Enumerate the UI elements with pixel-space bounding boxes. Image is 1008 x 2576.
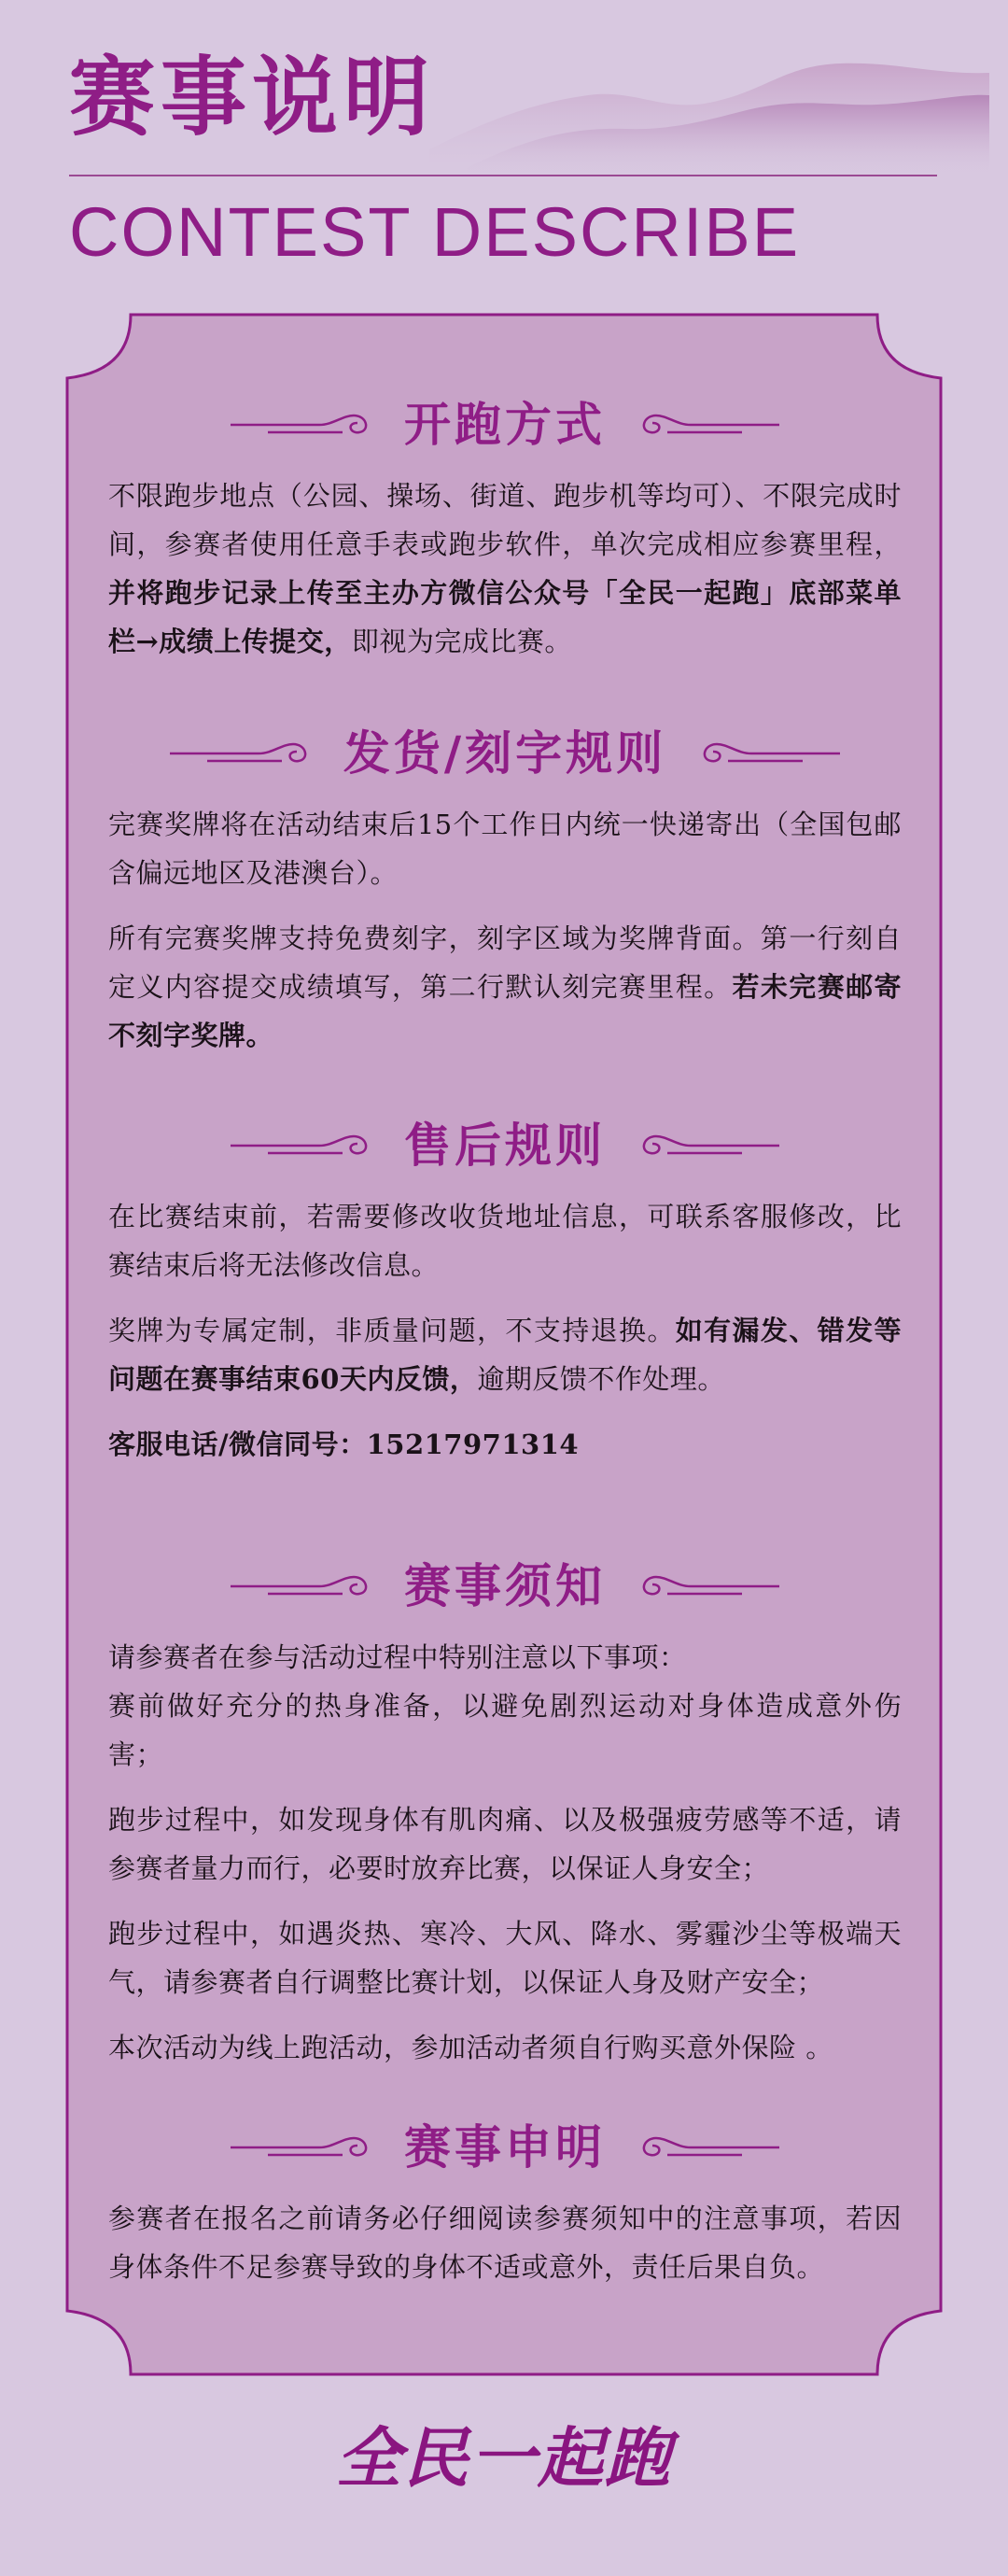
page-subtitle: CONTEST DESCRIBE	[69, 193, 801, 271]
body-text: 即视为完成比赛。	[351, 626, 572, 657]
section-paragraph	[108, 2023, 902, 2072]
ornament-right-icon	[630, 1127, 779, 1164]
brand-logo: 全民一起跑	[336, 2420, 672, 2497]
body-text: 在比赛结束前，若需要修改收货地址信息，可联系客服修改，比赛结束后将无法修改信息。	[108, 1201, 902, 1281]
section	[108, 716, 902, 1077]
body-text: 奖牌为专属定制，非质量问题，不支持退换。	[108, 1315, 676, 1346]
section	[108, 1108, 902, 1485]
body-text: 不限跑步地点（公园、操场、街道、跑步机等均可）、不限完成时间，参赛者使用任意手表或跑步软件，单次完成相应参赛里程，	[108, 480, 902, 560]
emphasis-text: 若未完赛邮寄不刻字奖牌。	[108, 971, 902, 1051]
section-title: 赛事申明	[404, 2119, 606, 2175]
section	[108, 1549, 902, 2089]
section-paragraph	[108, 1420, 902, 1469]
section-header	[108, 1549, 902, 1624]
body-text: 跑步过程中，如遇炎热、寒冷、大风、降水、雾霾沙尘等极端天气，请参赛者自行调整比赛计划，以保证人身及财产安全；	[108, 1918, 902, 1998]
section-title: 售后规则	[404, 1118, 606, 1173]
section-title: 发货/刻字规则	[343, 725, 667, 781]
body-text: 请参赛者在参与活动过程中特别注意以下事项：	[108, 1641, 687, 1673]
section-paragraph	[108, 472, 902, 666]
ornament-left-icon	[231, 1127, 380, 1164]
section-header	[108, 1108, 902, 1183]
body-text: 完赛奖牌将在活动结束后15个工作日内统一快递寄出（全国包邮含偏远地区及港澳台）。	[108, 809, 902, 889]
section-paragraph	[108, 914, 902, 1060]
section-paragraph	[108, 1795, 902, 1893]
section-header	[108, 2110, 902, 2185]
page-title: 赛事说明	[69, 47, 436, 148]
emphasis-text: 如有漏发、错发等问题在赛事结束60天内反馈，	[108, 1315, 902, 1395]
ornament-left-icon	[231, 2129, 380, 2166]
ornament-left-icon	[231, 406, 380, 443]
emphasis-text: 并将跑步记录上传至主办方微信公众号「全民一起跑」底部菜单栏→成绩上传提交，	[108, 577, 902, 657]
section-paragraph	[108, 2194, 902, 2291]
body-text: 赛前做好充分的热身准备，以避免剧烈运动对身体造成意外伤害；	[108, 1690, 902, 1770]
mountain-decoration	[429, 37, 989, 177]
section-title: 赛事须知	[404, 1558, 606, 1613]
body-text: 所有完赛奖牌支持免费刻字，刻字区域为奖牌背面。第一行刻自定义内容提交成绩填写，第二行默认刻完赛里程。	[108, 922, 902, 1003]
section-title: 开跑方式	[404, 397, 606, 452]
ornament-right-icon	[630, 1568, 779, 1605]
section-header	[108, 716, 902, 791]
emphasis-text: 客服电话/微信同号：15217971314	[108, 1429, 580, 1460]
ornament-left-icon	[231, 1568, 380, 1605]
ornament-right-icon	[691, 735, 840, 772]
section-paragraph	[108, 1909, 902, 2006]
ornament-right-icon	[630, 2129, 779, 2166]
section	[108, 387, 902, 683]
section-paragraph	[108, 1306, 902, 1403]
header-divider	[69, 175, 937, 176]
section-paragraph	[108, 1192, 902, 1289]
section	[108, 2110, 902, 2308]
body-text: 逾期反馈不作处理。	[477, 1363, 725, 1395]
ornament-left-icon	[170, 735, 319, 772]
section-paragraph	[108, 1633, 902, 1779]
ornament-right-icon	[630, 406, 779, 443]
body-text: 跑步过程中，如发现身体有肌肉痛、以及极强疲劳感等不适，请参赛者量力而行，必要时放弃比赛，以保证人身安全；	[108, 1804, 902, 1884]
section-paragraph	[108, 800, 902, 897]
body-text: 本次活动为线上跑活动，参加活动者须自行购买意外保险 。	[108, 2032, 833, 2063]
section-header	[108, 387, 902, 462]
body-text: 参赛者在报名之前请务必仔细阅读参赛须知中的注意事项，若因身体条件不足参赛导致的身体不适或意外，责任后果自负。	[108, 2203, 902, 2283]
